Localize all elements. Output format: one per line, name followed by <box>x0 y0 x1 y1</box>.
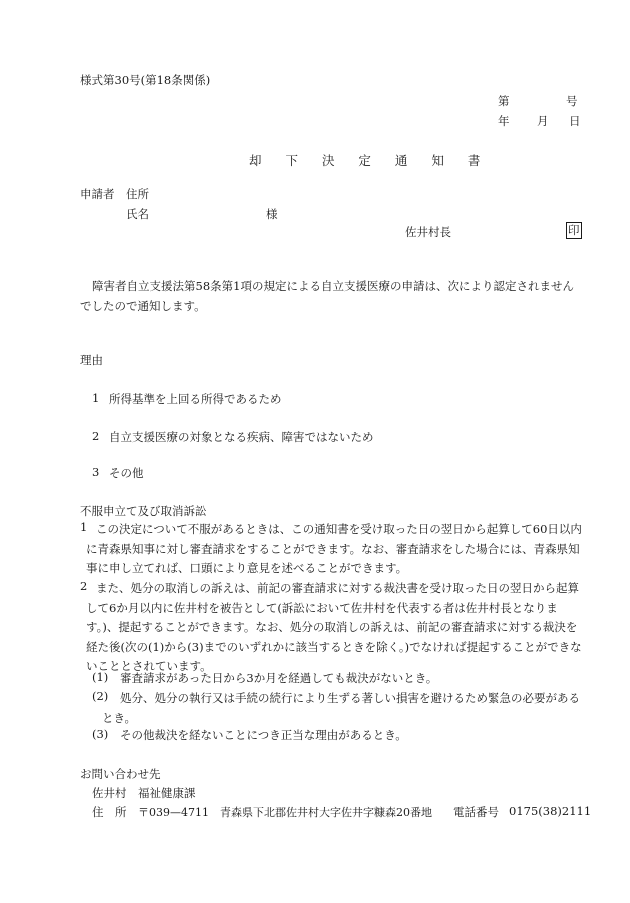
document-title: 却 下 決 定 通 知 書 <box>249 153 491 168</box>
reason-item-3-num: 3 <box>92 465 100 479</box>
appeal-item-1-num: 1 <box>80 520 88 534</box>
reason-item-2-text: 自立支援医療の対象となる疾病、障害ではないため <box>109 430 374 444</box>
reason-item-3-text: その他 <box>109 466 144 480</box>
date-month: 月 <box>537 114 549 128</box>
applicant-address-label: 住所 <box>126 187 149 201</box>
date-day: 日 <box>569 114 581 128</box>
contact-address-label: 住 所 <box>92 805 127 819</box>
issuer-name: 佐井村長 <box>405 225 451 239</box>
contact-department: 佐井村 福祉健康課 <box>92 786 196 800</box>
reason-item-2-num: 2 <box>92 429 100 443</box>
applicant-name-label: 氏名 <box>126 207 149 221</box>
appeal-item-2-num: 2 <box>80 579 88 593</box>
appeal-sub-2-text: 処分、処分の執行又は手続の続行により生ずる著しい損害を避けるため緊急の必要があるとき。 <box>102 691 580 725</box>
appeal-item-1-text: この決定について不服があるときは、この通知書を受け取った日の翌日から起算して60日以内に青森県知事に対し審査請求をすることができます。なお、審査請求をした場合には、青森県知事に申し立てれば、口頭により意見を述べることができます。 <box>86 522 582 575</box>
appeal-sub-1-num: (1) <box>92 670 109 684</box>
date-year: 年 <box>498 114 510 128</box>
applicant-label: 申請者 <box>80 187 115 201</box>
reason-item-1-num: 1 <box>92 391 100 405</box>
body-paragraph: 障害者自立支援法第58条第1項の規定による自立支援医療の申請は、次により認定されませんでしたので通知します。 <box>80 279 574 313</box>
contact-heading: お問い合わせ先 <box>80 767 161 781</box>
appeal-sub-3-num: (3) <box>92 727 109 741</box>
form-number: 様式第30号(第18条関係) <box>80 73 211 87</box>
contact-phone-label: 電話番号 <box>453 805 499 819</box>
appeal-sub-3-text: その他裁決を経ないことにつき正当な理由があるとき。 <box>120 728 407 742</box>
reason-heading: 理由 <box>80 353 103 367</box>
doc-number-dai: 第 <box>498 94 510 108</box>
appeal-sub-1-text: 審査請求があった日から3か月を経過しても裁決がないとき。 <box>120 671 438 685</box>
contact-address: 〒039—4711 青森県下北郡佐井村大字佐井字糠森20番地 <box>138 806 432 819</box>
seal-mark: 印 <box>568 223 580 237</box>
doc-number-go: 号 <box>566 94 578 108</box>
appeal-heading: 不服申立て及び取消訴訟 <box>80 504 207 518</box>
appeal-item-2-text: また、処分の取消しの訴えは、前記の審査請求に対する裁決書を受け取った日の翌日から起算して6か月以内に佐井村を被告として(訴訟において佐井村を代表する者は佐井村長となります。)、提起することができます。なお、処分の取消しの訴えは、前記の審査請求に対する裁決を経た後(次の(1)から(3)までのいずれかに該当するときを除く。)でなければ提起することができないこととされています。 <box>86 581 582 673</box>
reason-item-1-text: 所得基準を上回る所得であるため <box>109 392 282 406</box>
appeal-sub-2-num: (2) <box>92 689 109 703</box>
applicant-honorific: 様 <box>266 207 278 221</box>
contact-phone: 0175(38)2111 <box>509 804 592 818</box>
